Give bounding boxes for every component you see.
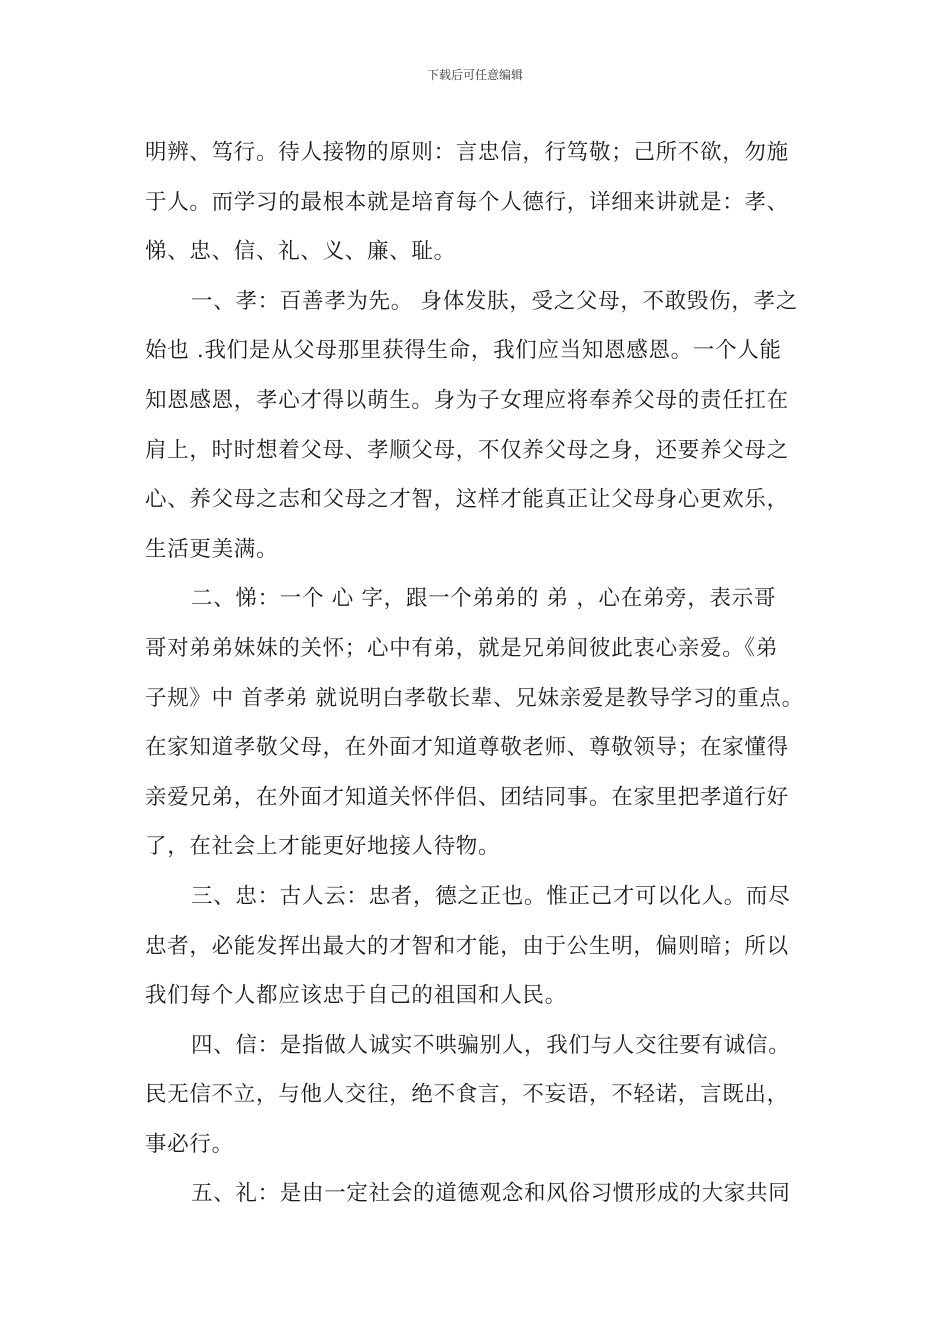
paragraph-start-line: 二、悌：一个 心 字，跟一个弟弟的 弟 ，心在弟旁，表示哥 [191,586,777,612]
text-line: 在家知道孝敬父母，在外面才知道尊敬老师、尊敬领导；在家懂得 [145,735,789,761]
text-line: 始也 .我们是从父母那里获得生命，我们应当知恩感恩。一个人能 [145,338,782,364]
paragraph-start-line: 一、孝：百善孝为先。 身体发肤，受之父母，不敢毁伤，孝之 [191,288,798,314]
text-line: 哥对弟弟妹妹的关怀；心中有弟，就是兄弟间彼此衷心亲爱。《弟 [145,635,779,661]
text-line: 明辨、笃行。待人接物的原则：言忠信，行笃敬；己所不欲，勿施 [145,140,789,165]
paragraph-start-line: 四、信：是指做人诚实不哄骗别人，我们与人交往要有诚信。 [191,1032,791,1058]
text-line: 了，在社会上才能更好地接人待物。 [145,834,501,860]
text-line: 事必行。 [145,1131,234,1157]
text-line: 肩上，时时想着父母、孝顺父母，不仅养父母之身，还要养父母之 [145,437,789,463]
page-header: 下载后可任意编辑 [426,68,523,82]
text-line: 悌、忠、信、礼、义、廉、耻。 [145,239,456,265]
document-body [145,128,815,1219]
text-line: 子规》中 首孝弟 就说明白孝敬长辈、兄妹亲爱是教导学习的重点。 [145,685,804,711]
text-line: 生活更美满。 [145,536,279,562]
text-line: 民无信不立，与他人交往，绝不食言，不妄语，不轻诺，言既出， [145,1082,789,1108]
text-line: 亲爱兄弟，在外面才知道关怀伴侣、团结同事。在家里把孝道行好 [145,784,789,810]
text-line: 心、养父母之志和父母之才智，这样才能真正让父母身心更欢乐， [145,487,789,513]
text-line: 忠者，必能发挥出最大的才智和才能，由于公生明，偏则暗；所以 [145,933,789,959]
text-line: 于人。而学习的最根本就是培育每个人德行，详细来讲就是：孝、 [145,189,789,215]
paragraph-start-line: 五、礼：是由一定社会的道德观念和风俗习惯形成的大家共同 [191,1181,791,1207]
text-line: 我们每个人都应该忠于自己的祖国和人民。 [145,983,567,1009]
text-line: 知恩感恩，孝心才得以萌生。身为子女理应将奉养父母的责任扛在 [145,387,789,413]
paragraph-start-line: 三、忠：古人云：忠者，德之正也。惟正己才可以化人。而尽 [191,883,791,909]
